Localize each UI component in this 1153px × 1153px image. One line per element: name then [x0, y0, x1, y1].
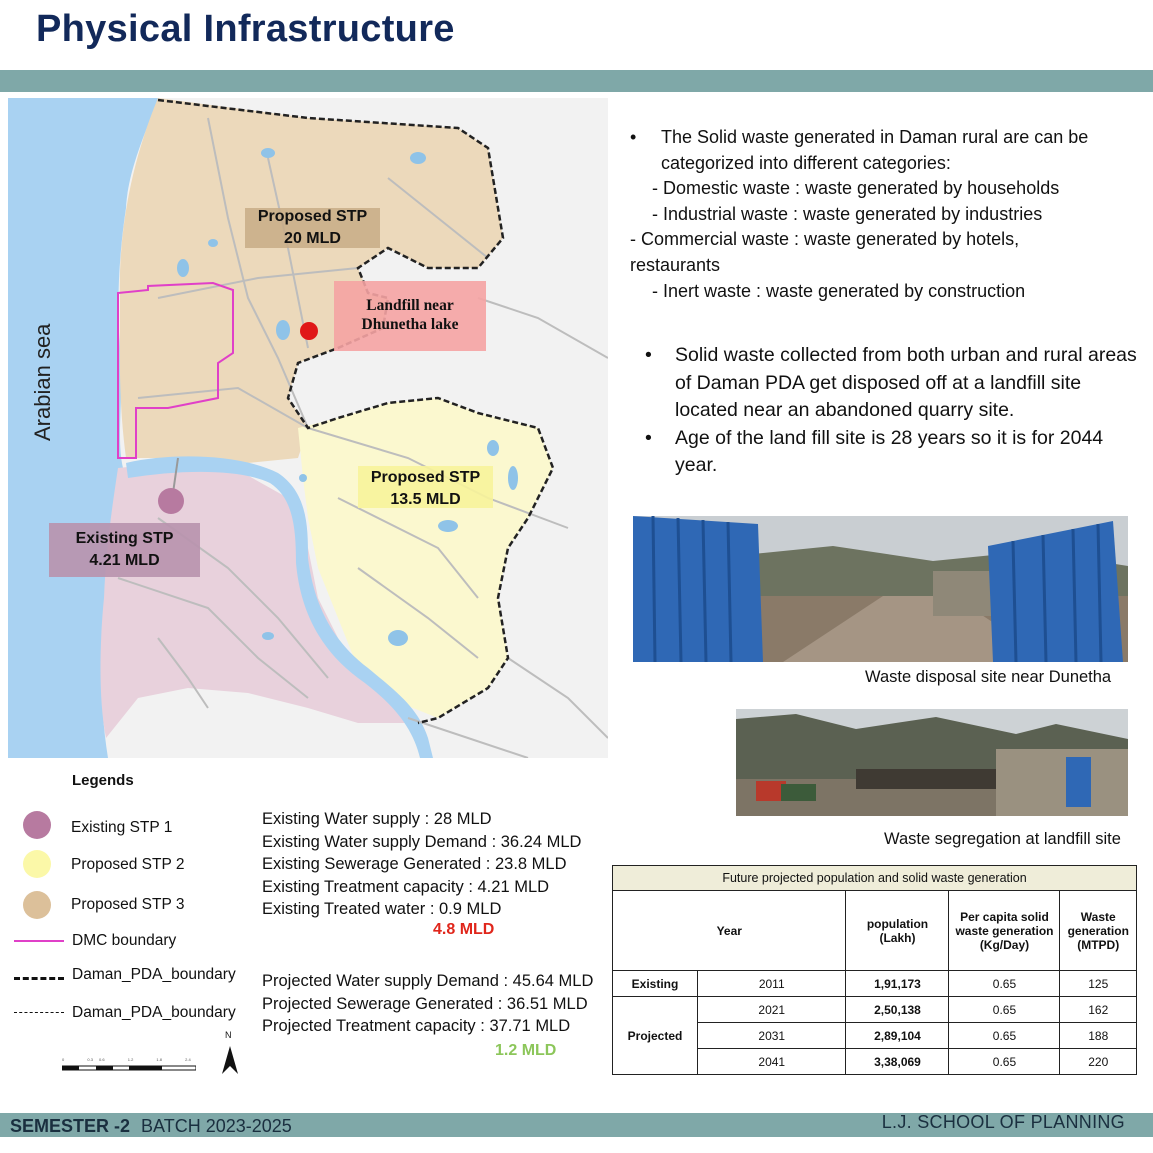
cell-per-capita: 0.65	[949, 971, 1060, 997]
cell-per-capita: 0.65	[949, 1023, 1060, 1049]
existing-stp-dot	[158, 488, 184, 514]
landfill-dot	[300, 322, 318, 340]
caption-photo1: Waste disposal site near Dunetha	[865, 668, 1112, 686]
cell-waste: 125	[1060, 971, 1137, 997]
bullet-text: The Solid waste generated in Daman rural are can be	[661, 127, 1089, 147]
scale-tick-labels	[62, 1057, 191, 1062]
cell-population: 1,91,173	[846, 971, 949, 997]
category-domestic: - Domestic waste : waste generated by households	[652, 178, 1060, 199]
bullet-dot: •	[630, 127, 637, 147]
bullet-dot: •	[645, 344, 652, 366]
stat-line: Projected Sewerage Generated : 36.51 MLD	[262, 994, 588, 1013]
scale-tick: 0.6	[99, 1057, 105, 1062]
header-waste-generation: Waste generation (MTPD)	[1060, 891, 1137, 971]
scale-tick: 1.8	[156, 1057, 162, 1062]
cell-population: 2,50,138	[846, 997, 949, 1023]
north-label: N	[225, 1030, 232, 1040]
projected-water-stats	[262, 970, 593, 1038]
legend-proposed-stp2: Proposed STP 2	[71, 856, 185, 873]
label-landfill: Landfill near Dhunetha lake	[361, 297, 459, 333]
map-svg	[8, 98, 608, 758]
label-proposed-stp-east: Proposed STP 13.5 MLD	[370, 469, 481, 508]
scale-tick: 0.3	[87, 1057, 93, 1062]
cell-year: 2011	[698, 971, 846, 997]
header-population: population (Lakh)	[846, 891, 949, 971]
legend-dmc-swatch	[14, 940, 64, 942]
table-caption: Future projected population and solid waste generation	[613, 866, 1137, 891]
stat-line: Existing Treatment capacity : 4.21 MLD	[262, 877, 550, 896]
stat-line: Existing Treated water : 0.9 MLD	[262, 900, 502, 919]
group-projected: Projected	[613, 997, 698, 1075]
legend-title: Legends	[72, 772, 134, 789]
batch-label: BATCH 2023-2025	[141, 1116, 292, 1136]
category-industrial: - Industrial waste : waste generated by industries	[652, 203, 1043, 224]
legend-pda2: Daman_PDA_boundary	[72, 1004, 236, 1021]
existing-gap-highlight: 4.8 MLD	[433, 921, 495, 938]
scale-bar	[62, 1060, 196, 1074]
cell-population: 2,89,104	[846, 1023, 949, 1049]
label-proposed-stp-north: Proposed STP 20 MLD	[257, 208, 368, 247]
legend-pda2-swatch	[14, 1012, 64, 1013]
bullet-text: categorized into different categories:	[661, 152, 951, 173]
category-commercial-cont: restaurants	[630, 254, 721, 275]
label-existing-stp: Existing STP 4.21 MLD	[75, 530, 174, 569]
category-commercial: - Commercial waste : waste generated by hotels,	[630, 229, 1020, 250]
stat-line: Existing Water supply Demand : 36.24 MLD	[262, 832, 582, 851]
legend-existing-stp-swatch	[23, 811, 51, 839]
header-band	[0, 70, 1153, 92]
cell-per-capita: 0.65	[949, 1049, 1060, 1075]
cell-waste: 220	[1060, 1049, 1137, 1075]
legend-proposed-stp2-swatch	[23, 850, 51, 878]
photo-waste-segregation	[736, 709, 1128, 816]
solid-waste-table	[612, 865, 1137, 1075]
stat-line: Existing Sewerage Generated : 23.8 MLD	[262, 855, 567, 874]
legend-existing-stp: Existing STP 1	[71, 819, 173, 836]
table-row	[613, 997, 1137, 1023]
cell-population: 3,38,069	[846, 1049, 949, 1075]
infrastructure-map	[8, 98, 608, 758]
stat-line: Projected Treatment capacity : 37.71 MLD	[262, 1017, 571, 1036]
bullet-dot: •	[645, 426, 652, 449]
group-existing: Existing	[613, 971, 698, 997]
cell-per-capita: 0.65	[949, 997, 1060, 1023]
footer-school: L.J. SCHOOL OF PLANNING	[881, 1112, 1125, 1132]
legend-dmc: DMC boundary	[72, 932, 177, 949]
semester-label: SEMESTER -2	[10, 1116, 131, 1136]
legend-proposed-stp3-swatch	[23, 891, 51, 919]
landfill-notes	[645, 342, 1145, 480]
category-inert: - Inert waste : waste generated by construction	[652, 280, 1026, 301]
stat-line: Existing Water supply : 28 MLD	[262, 810, 492, 828]
footer-semester	[10, 1116, 292, 1137]
header-year: Year	[613, 891, 846, 971]
cell-year: 2021	[698, 997, 846, 1023]
bullet-text: Solid waste collected from both urban and rural areas of Daman PDA get disposed off at a landfill site located near an abandoned quarry site.	[675, 344, 1137, 421]
projected-gap-highlight: 1.2 MLD	[495, 1042, 557, 1059]
cell-waste: 162	[1060, 997, 1137, 1023]
cell-year: 2041	[698, 1049, 846, 1075]
existing-water-stats	[262, 808, 581, 921]
legend-pda1-swatch	[14, 977, 64, 980]
bullet-text: Age of the land fill site is 28 years so it is for 2044 year.	[675, 426, 1104, 476]
scale-tick: 0	[62, 1057, 65, 1062]
scale-tick: 2.4	[185, 1057, 191, 1062]
solid-waste-categories	[630, 125, 1140, 304]
table-row	[613, 971, 1137, 997]
cell-year: 2031	[698, 1023, 846, 1049]
photo-waste-disposal-site	[633, 516, 1128, 662]
stat-line: Projected Water supply Demand : 45.64 MLD	[262, 972, 594, 990]
legend-proposed-stp3: Proposed STP 3	[71, 896, 185, 913]
page-title: Physical Infrastructure	[36, 8, 455, 50]
caption-photo2: Waste segregation at landfill site	[884, 830, 1121, 848]
sea-label: Arabian sea	[30, 323, 55, 441]
north-arrow-icon	[220, 1044, 240, 1076]
cell-waste: 188	[1060, 1023, 1137, 1049]
legend-pda1: Daman_PDA_boundary	[72, 966, 236, 983]
header-per-capita: Per capita solid waste generation (Kg/Day)	[949, 891, 1060, 971]
scale-tick: 1.2	[127, 1057, 134, 1062]
